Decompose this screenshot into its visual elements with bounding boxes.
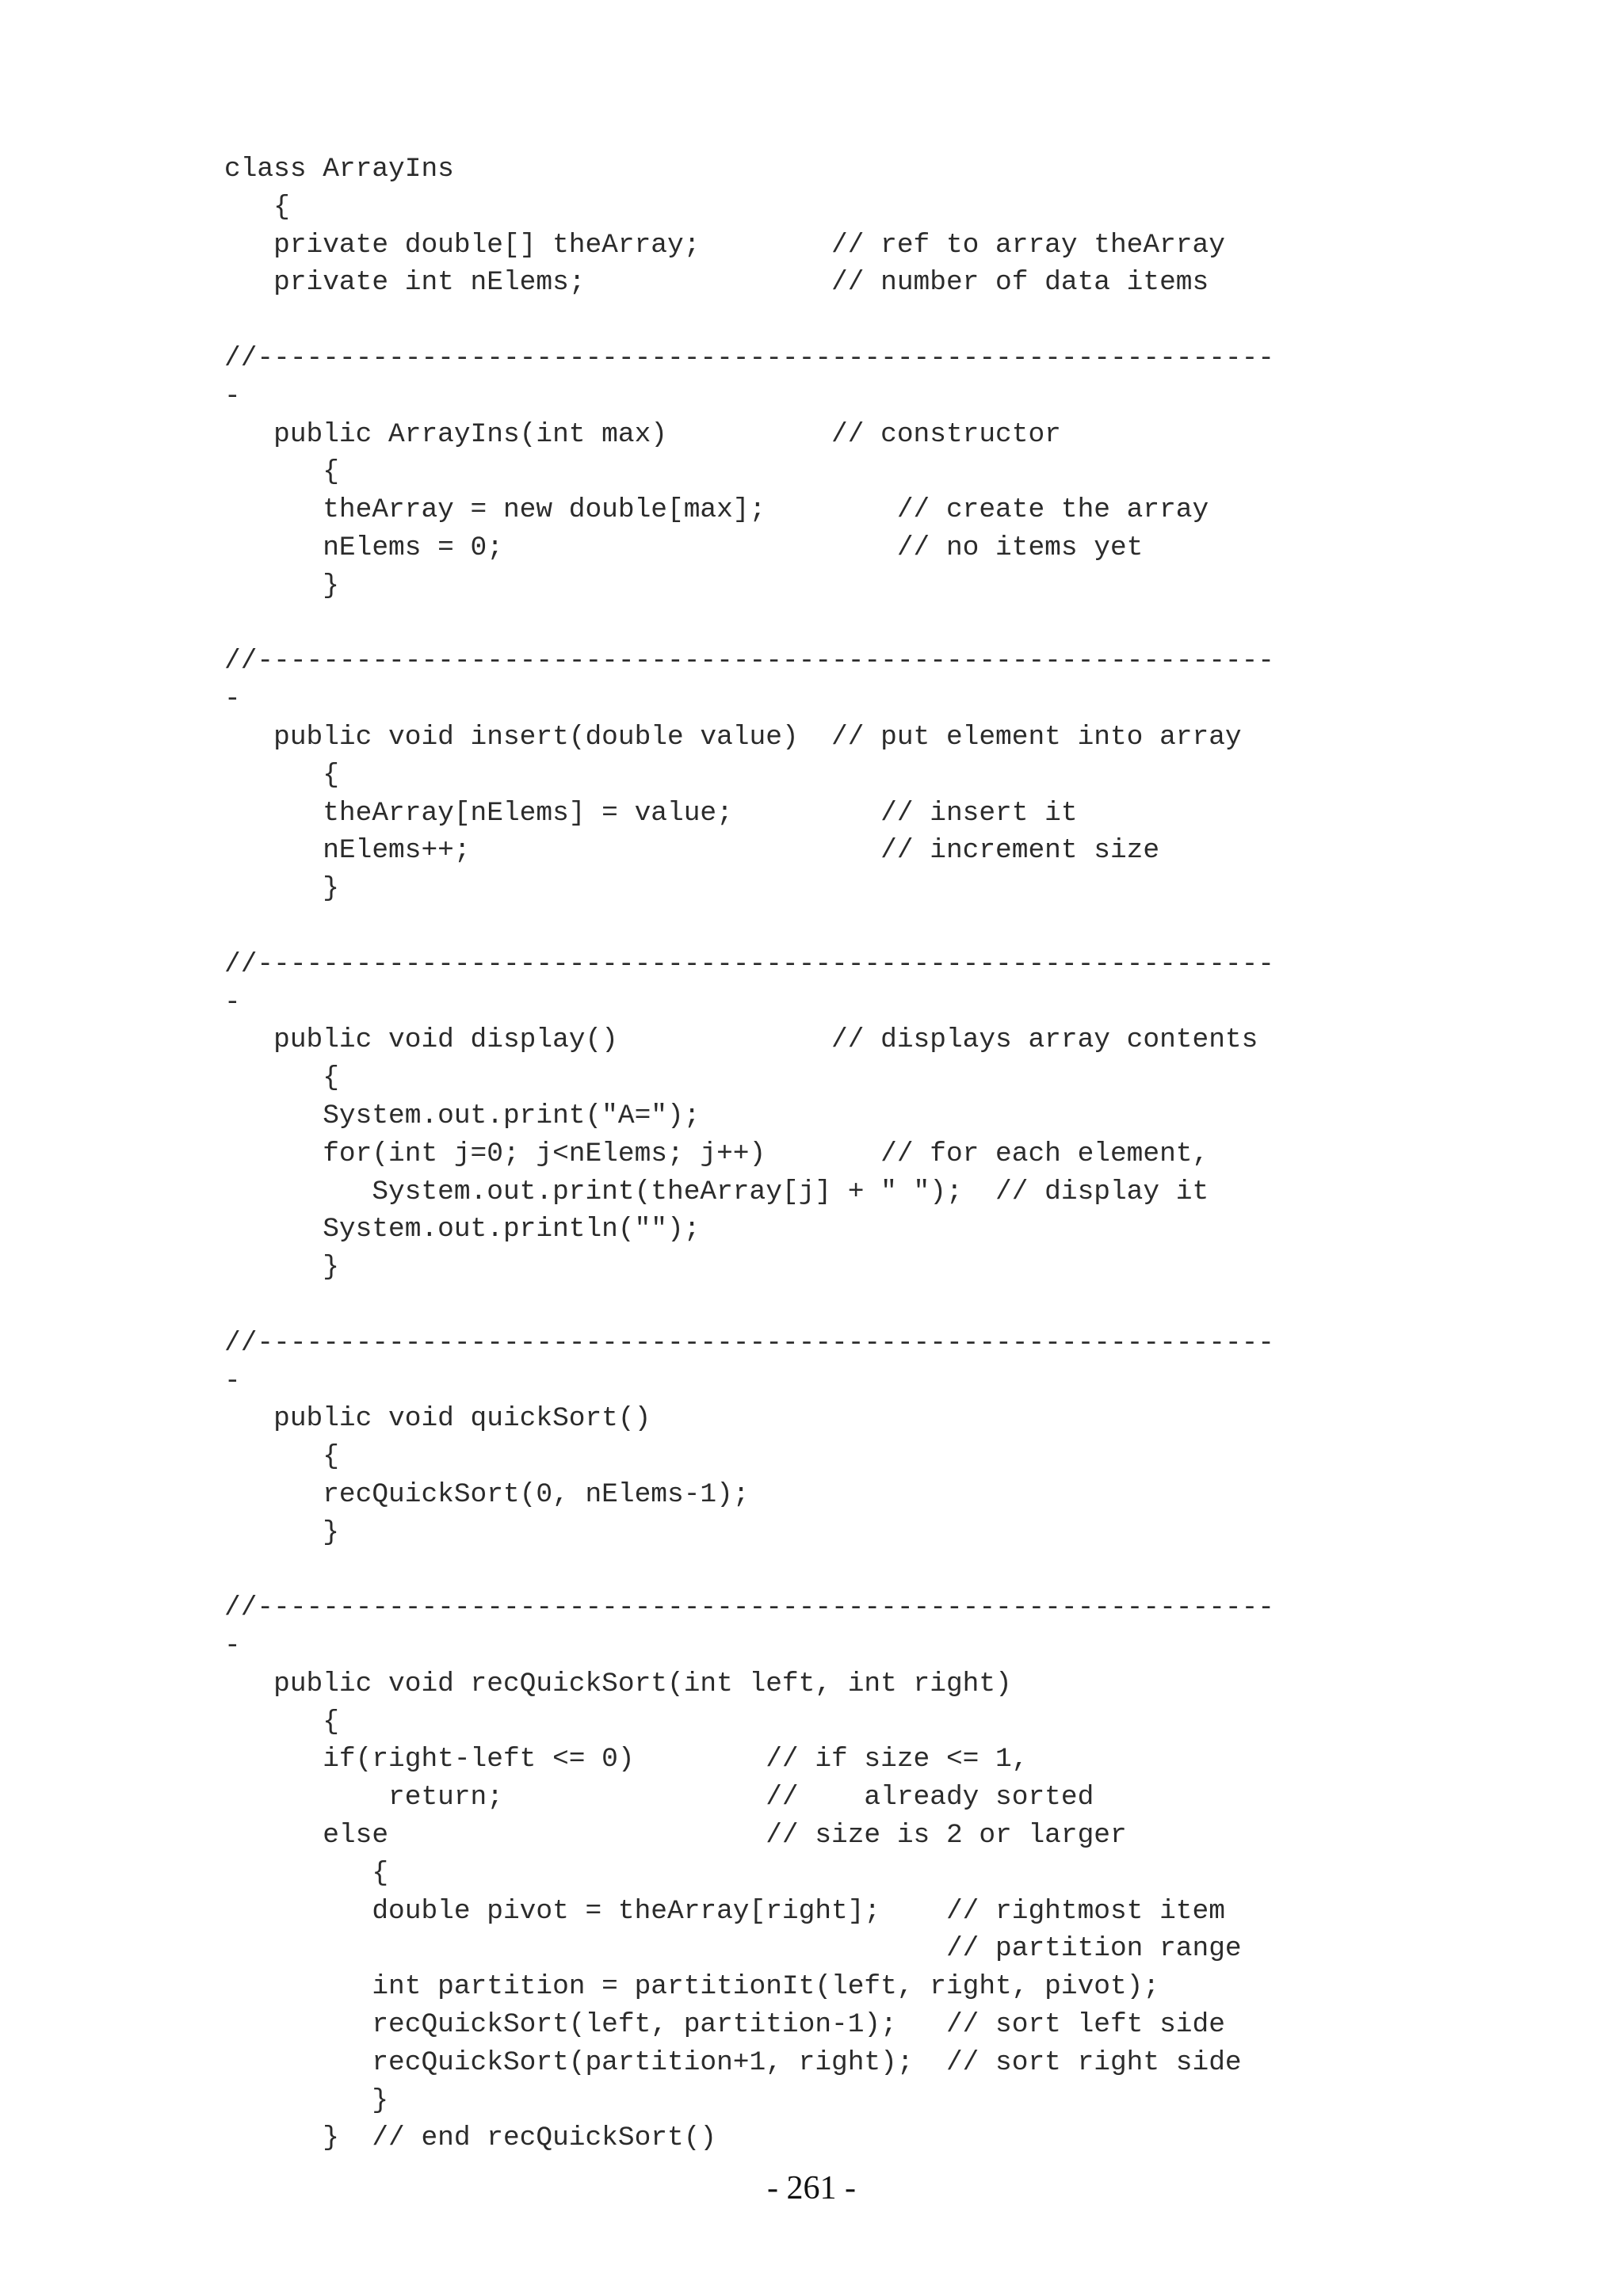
- page-number: - 261 -: [767, 2170, 856, 2206]
- code-line: theArray[nElems] = value; // insert it: [224, 797, 1078, 829]
- code-line: public void recQuickSort(int left, int right): [224, 1668, 1012, 1699]
- code-line: else // size is 2 or larger: [224, 1820, 1127, 1852]
- code-line: -: [224, 986, 241, 1018]
- code-line: return; // already sorted: [224, 1782, 1094, 1814]
- code-line: [224, 302, 1274, 340]
- code-line: nElems = 0; // no items yet: [224, 532, 1144, 563]
- code-line: int partition = partitionIt(left, right, pivot);: [224, 1971, 1160, 2003]
- code-line: -: [224, 1630, 241, 1662]
- code-line: }: [224, 873, 339, 905]
- code-line: public void insert(double value) // put element into array: [224, 721, 1242, 753]
- code-line: recQuickSort(0, nElems-1);: [224, 1478, 750, 1510]
- code-line: }: [224, 1252, 339, 1283]
- code-line: -: [224, 684, 241, 715]
- code-line: -: [224, 1365, 241, 1397]
- code-line: {: [224, 191, 290, 223]
- code-line: if(right-left <= 0) // if size <= 1,: [224, 1744, 1029, 1775]
- code-line: //--------------------------------------------------------------: [224, 646, 1275, 677]
- code-line: {: [224, 1857, 389, 1889]
- code-line: for(int j=0; j<nElems; j++) // for each element,: [224, 1138, 1209, 1169]
- code-line: }: [224, 1516, 339, 1548]
- code-line: [224, 605, 1274, 643]
- code-line: }: [224, 570, 339, 601]
- code-line: [224, 1551, 1274, 1589]
- code-line: public void quickSort(): [224, 1403, 651, 1435]
- code-line: {: [224, 456, 339, 488]
- code-line: recQuickSort(partition+1, right); // sort right side: [224, 2046, 1242, 2078]
- code-line: theArray = new double[max]; // create the array: [224, 494, 1209, 526]
- code-line: private int nElems; // number of data items: [224, 267, 1209, 299]
- code-line: {: [224, 1441, 339, 1473]
- code-line: System.out.print(theArray[j] + " "); // display it: [224, 1176, 1209, 1207]
- code-line: } // end recQuickSort(): [224, 2122, 717, 2154]
- code-line: System.out.print("A=");: [224, 1100, 701, 1131]
- code-line: //--------------------------------------------------------------: [224, 1592, 1275, 1624]
- code-line: recQuickSort(left, partition-1); // sort left side: [224, 2009, 1225, 2041]
- code-line: double pivot = theArray[right]; // rightmost item: [224, 1895, 1225, 1927]
- code-line: {: [224, 1062, 339, 1094]
- code-line: // partition range: [224, 1933, 1242, 1965]
- code-line: //--------------------------------------------------------------: [224, 948, 1275, 980]
- code-listing: [224, 151, 1274, 2157]
- code-line: nElems++; // increment size: [224, 835, 1160, 867]
- code-line: private double[] theArray; // ref to array theArray: [224, 229, 1225, 261]
- code-line: -: [224, 380, 241, 412]
- code-line: //--------------------------------------------------------------: [224, 1327, 1275, 1359]
- code-line: [224, 1287, 1274, 1325]
- code-line: {: [224, 759, 339, 791]
- code-line: class ArrayIns: [224, 154, 454, 185]
- code-line: {: [224, 1706, 339, 1737]
- code-line: System.out.println("");: [224, 1214, 701, 1245]
- code-line: }: [224, 2084, 389, 2116]
- code-line: //--------------------------------------------------------------: [224, 342, 1275, 374]
- code-line: [224, 908, 1274, 946]
- code-line: public void display() // displays array contents: [224, 1024, 1258, 1056]
- code-line: public ArrayIns(int max) // constructor: [224, 418, 1061, 450]
